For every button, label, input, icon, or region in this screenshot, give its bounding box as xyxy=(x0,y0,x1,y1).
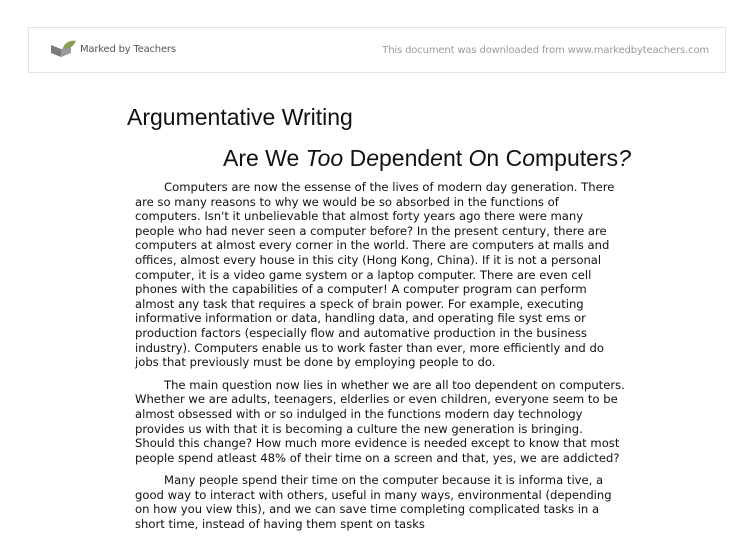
title-part: mputers xyxy=(535,145,619,171)
paragraph: Many people spend their time on the computer because it is informa tive, a good way to interact with others, useful in many ways, environmental (depending on how you view this), and we can save time completing complicated tasks in a short time, instead of having them spent on tasks xyxy=(135,473,612,532)
site-logo[interactable] xyxy=(49,40,176,58)
title-part: pend xyxy=(378,145,431,171)
title-part: O xyxy=(468,145,487,171)
title-part: e xyxy=(430,145,443,171)
title-part: nt xyxy=(442,145,469,171)
document-body xyxy=(135,180,625,540)
title-part: ? xyxy=(618,145,631,171)
title-part: o xyxy=(522,145,536,171)
document-title xyxy=(223,145,631,172)
title-part: Too xyxy=(305,145,344,171)
book-leaf-icon xyxy=(49,40,77,58)
paragraph: The main question now lies in whether we are all too dependent on computers. Whether we are adults, teenagers, elderlies or even children, everyone seem to be almost obsessed with or so indulged in the functions modern day technology provides us with that it is becoming a culture the new generation is bringing. Should this change? How much more evidence is needed except to know that most people spend atleast 48% of their time on a screen and that, yes, we are addicted? xyxy=(135,377,625,465)
title-part: D xyxy=(343,145,367,171)
document-heading: Argumentative Writing xyxy=(127,104,353,130)
title-part: e xyxy=(366,145,379,171)
title-part: n C xyxy=(486,145,523,171)
paragraph: Computers are now the essense of the lives of modern day generation. There are so many reasons to why we would be so absorbed in the functions of computers. Isn't it unbelievable that almost forty years ago there were many people who had never seen a computer before? In the present century, there are computers at almost every corner in the world. There are computers at malls and offices, almost every house in this city (Hong Kong, China). If it is not a personal computer, it is a video game system or a laptop computer. There are even cell phones with the capabilities of a computer! A computer program can perform almost any task that requires a speck of brain power. For example, executing informative information or data, handling data, and operating file syst ems or production factors (especially flow and automative production in the business industry). Computers enable us to work faster than ever, more efficiently and do jobs that previously must be done by employing people to do. xyxy=(135,180,615,370)
download-note: This document was downloaded from www.markedbyteachers.com xyxy=(382,45,709,56)
logo-text: Marked by Teachers xyxy=(80,43,176,55)
title-part: Are We xyxy=(223,145,306,171)
site-header xyxy=(28,27,726,73)
